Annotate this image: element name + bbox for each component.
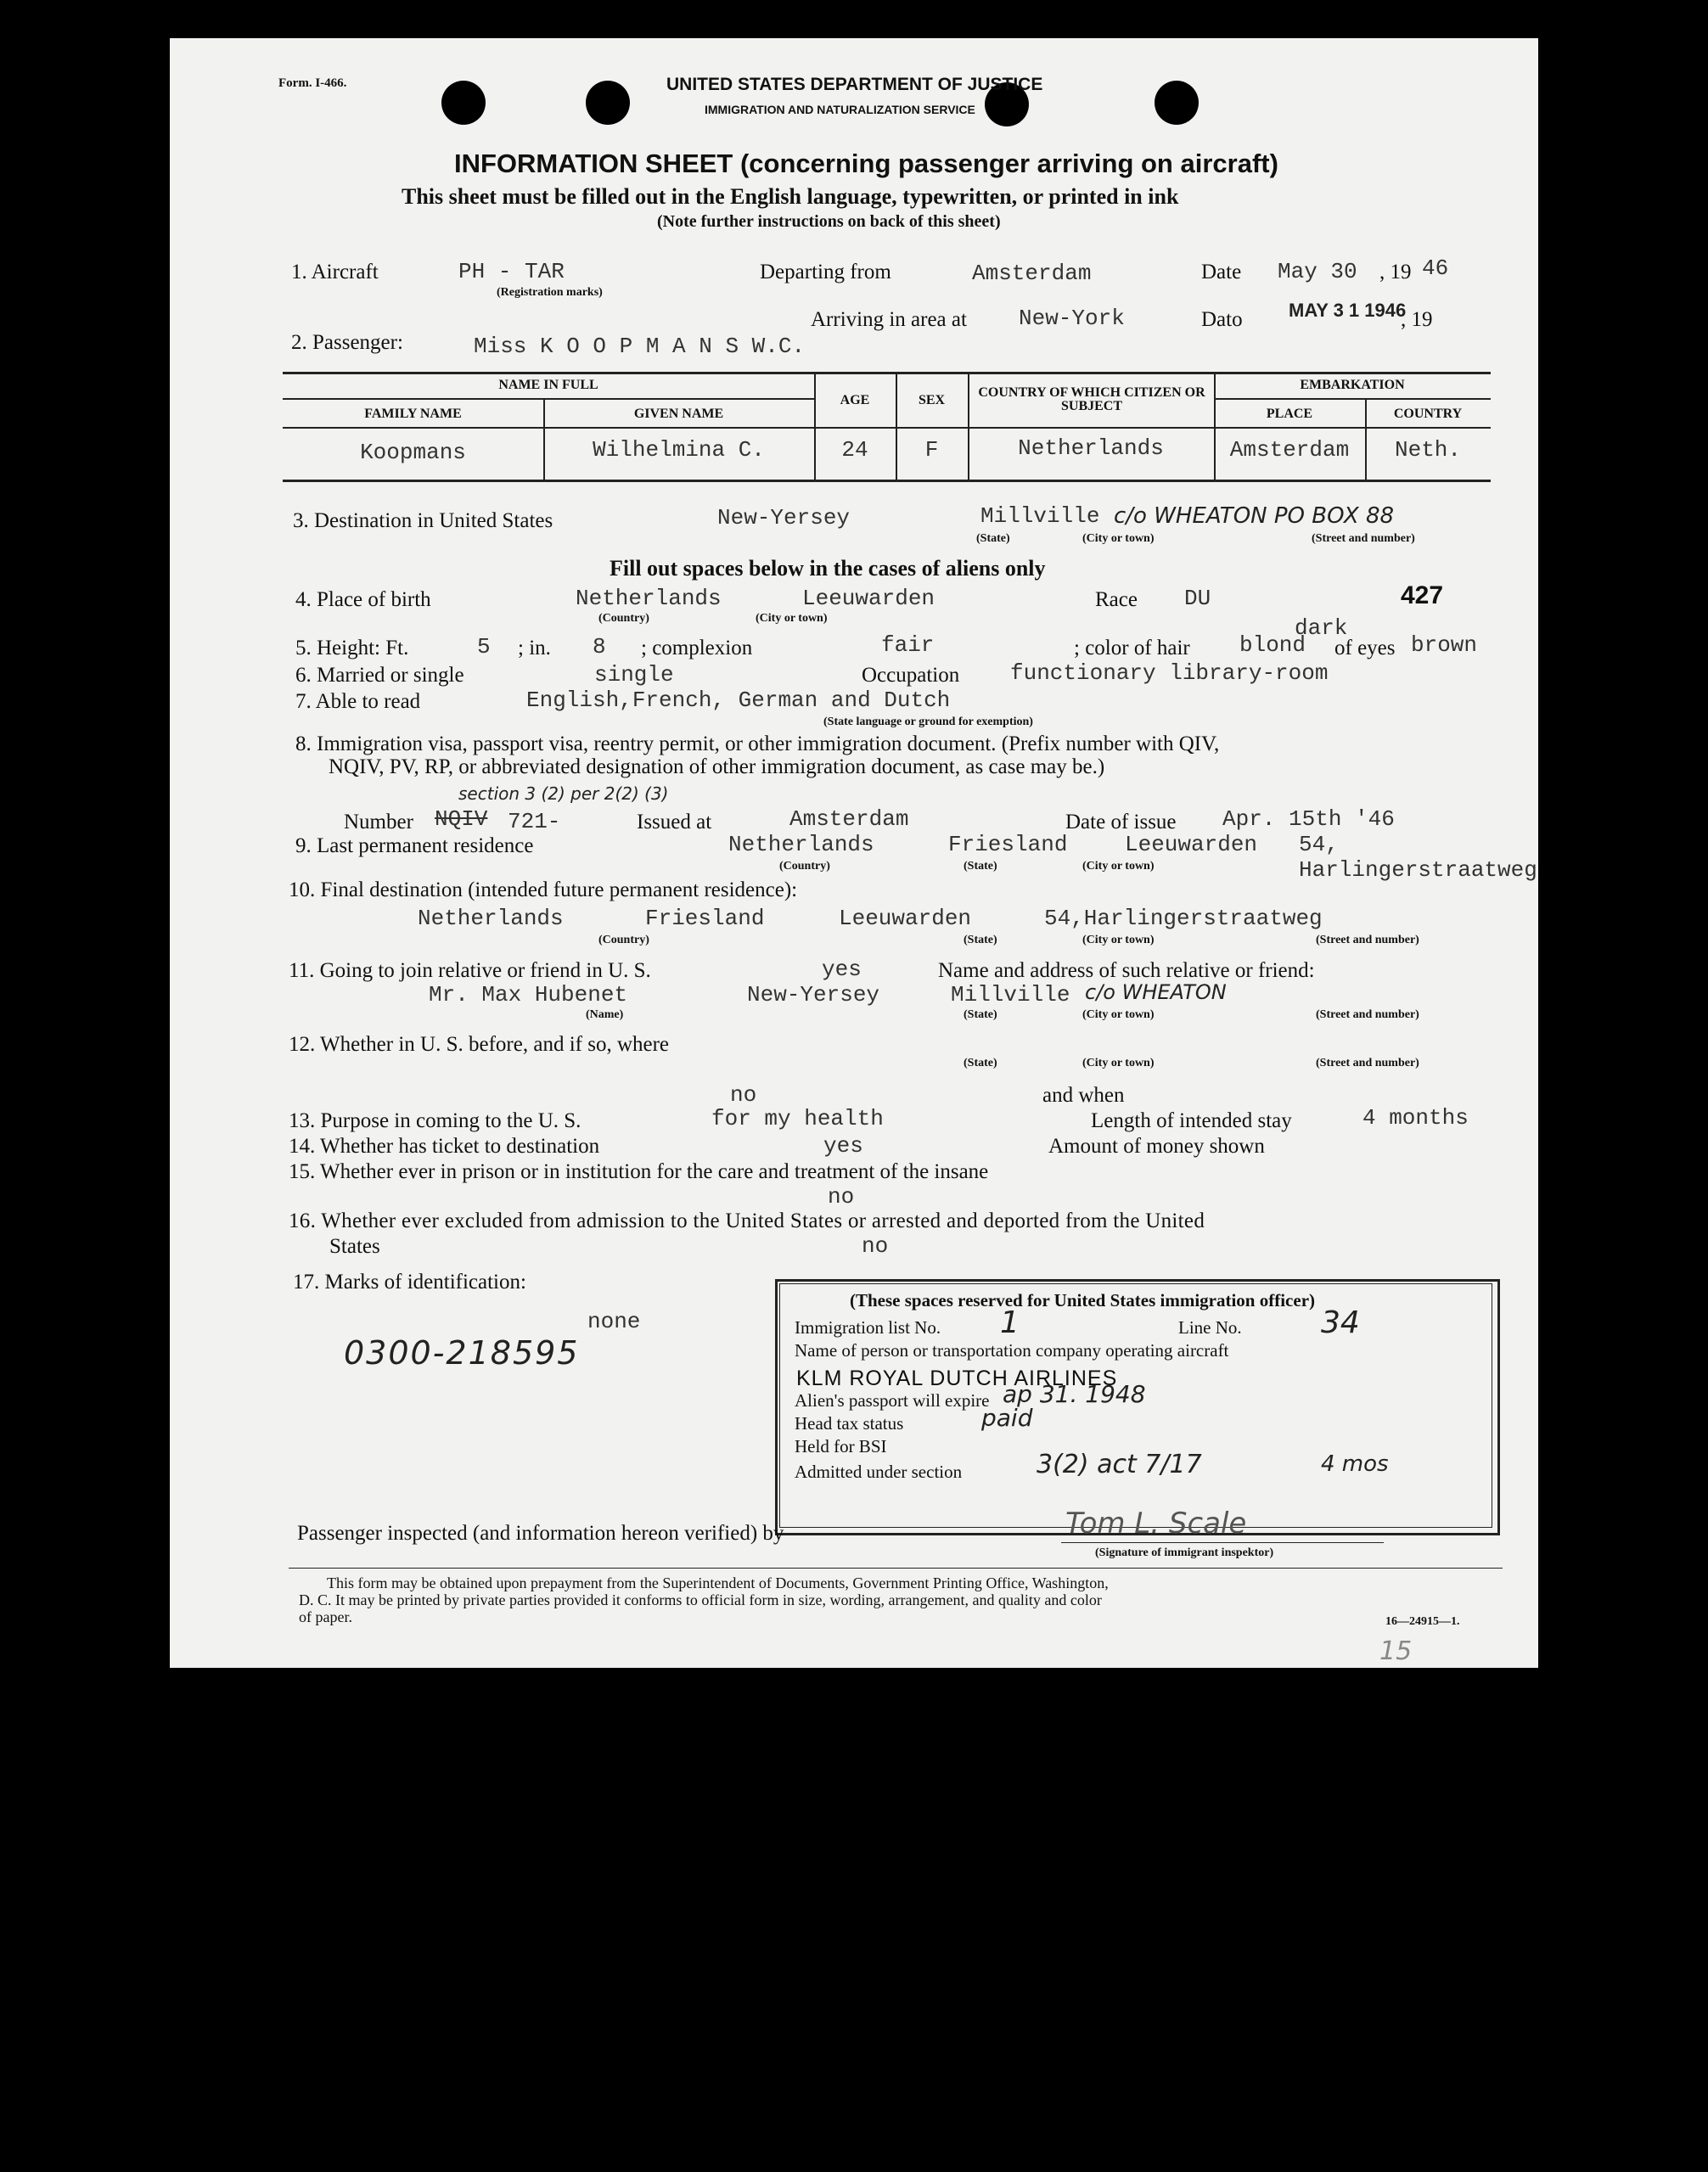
table-bottom-rule bbox=[283, 480, 1491, 482]
before-value: no bbox=[730, 1082, 757, 1108]
state-caption: (State) bbox=[964, 1057, 997, 1069]
footer-line-1: This form may be obtained upon prepayment from the Superintendent of Documents, Government Printing Office, Washington, bbox=[327, 1574, 1109, 1591]
stay-label: Length of intended stay bbox=[1091, 1109, 1292, 1132]
occupation-label: Occupation bbox=[862, 664, 960, 687]
list-no-label: Immigration list No. bbox=[795, 1317, 941, 1338]
given-name-cell: Wilhelmina C. bbox=[593, 437, 765, 463]
relative-label: 11. Going to join relative or friend in U. S. bbox=[289, 959, 651, 982]
height-label: 5. Height: Ft. bbox=[295, 637, 409, 659]
departing-value: Amsterdam bbox=[972, 261, 1092, 286]
aircraft-value: PH - TAR bbox=[458, 259, 565, 284]
date-year: 46 bbox=[1422, 255, 1449, 281]
passenger-label: 2. Passenger: bbox=[291, 331, 403, 354]
page-title: INFORMATION SHEET (concerning passenger arriving on aircraft) bbox=[454, 149, 1278, 178]
destination-label: 3. Destination in United States bbox=[293, 509, 553, 532]
prison-label: 15. Whether ever in prison or in institution for the care and treatment of the insane bbox=[289, 1160, 989, 1183]
stay-value: 4 months bbox=[1362, 1105, 1469, 1131]
relative-value: yes bbox=[822, 957, 862, 982]
section-label: Admitted under section bbox=[795, 1462, 963, 1482]
official-heading: (These spaces reserved for United States immigration officer) bbox=[850, 1290, 1316, 1310]
line-no-label: Line No. bbox=[1178, 1317, 1242, 1338]
tax-value: paid bbox=[981, 1404, 1033, 1432]
instructions-note: (Note further instructions on back of this sheet) bbox=[657, 212, 1001, 231]
state-caption: (State) bbox=[964, 934, 997, 946]
final-city: Leeuwarden bbox=[839, 906, 972, 931]
destination-city: Millville bbox=[980, 503, 1100, 529]
race-value: DU bbox=[1184, 586, 1211, 611]
issue-date-value: Apr. 15th '46 bbox=[1222, 806, 1395, 832]
married-value: single bbox=[594, 662, 674, 688]
ticket-label: 14. Whether has ticket to destination bbox=[289, 1135, 600, 1158]
residence-street: 54, Harlingerstraatweg bbox=[1299, 832, 1537, 883]
eyes-label: of eyes bbox=[1334, 637, 1396, 659]
table-rule bbox=[283, 398, 814, 400]
state-caption: (State) bbox=[976, 532, 1010, 545]
table-column-rule bbox=[814, 372, 816, 480]
aliens-heading: Fill out spaces below in the cases of aliens only bbox=[610, 556, 1046, 581]
family-name-header: FAMILY NAME bbox=[364, 407, 462, 421]
signature-caption: (Signature of immigrant inspektor) bbox=[1095, 1546, 1274, 1559]
city-caption: (City or town) bbox=[756, 612, 828, 625]
passenger-value: Miss K O O P M A N S W.C. bbox=[474, 334, 806, 359]
street-caption: (Street and number) bbox=[1316, 1057, 1419, 1069]
issued-label: Issued at bbox=[637, 811, 712, 833]
excluded-label-2: States bbox=[329, 1235, 380, 1258]
purpose-label: 13. Purpose in coming to the U. S. bbox=[289, 1109, 582, 1132]
number-prefix: NQIV bbox=[435, 806, 488, 832]
emb-country-header: COUNTRY bbox=[1393, 407, 1463, 421]
section-months: 4 mos bbox=[1321, 1451, 1389, 1477]
registration-caption: (Registration marks) bbox=[497, 286, 603, 299]
passport-value: ap 31. 1948 bbox=[1003, 1380, 1146, 1408]
visa-handwritten-note: section 3 (2) per 2(2) (3) bbox=[458, 783, 669, 804]
married-label: 6. Married or single bbox=[295, 664, 464, 687]
height-ft: 5 bbox=[477, 634, 491, 659]
street-caption: (Street and number) bbox=[1312, 532, 1415, 545]
when-label: and when bbox=[1042, 1084, 1125, 1107]
table-rule bbox=[1214, 398, 1491, 400]
relative-street: c/o WHEATON bbox=[1085, 980, 1227, 1004]
page-mark: 15 bbox=[1379, 1636, 1413, 1666]
operator-label: Name of person or transportation company operating aircraft bbox=[795, 1340, 1229, 1361]
birth-country: Netherlands bbox=[576, 586, 722, 611]
list-no-value: 1 bbox=[1000, 1305, 1020, 1340]
place-header: PLACE bbox=[1266, 407, 1313, 421]
city-caption: (City or town) bbox=[1082, 1057, 1155, 1069]
bsi-label: Held for BSI bbox=[795, 1436, 887, 1456]
birth-label: 4. Place of birth bbox=[295, 588, 431, 611]
state-caption: (State) bbox=[964, 1008, 997, 1021]
date-value: May 30 bbox=[1278, 259, 1357, 284]
read-label: 7. Able to read bbox=[295, 690, 421, 713]
eyes-value: brown bbox=[1411, 632, 1478, 658]
residence-city: Leeuwarden bbox=[1125, 832, 1258, 857]
country-caption: (Country) bbox=[598, 934, 649, 946]
signature-label: Passenger inspected (and information hereon verified) by bbox=[297, 1522, 784, 1545]
arrival-date-label: Dato bbox=[1201, 308, 1243, 331]
footer-line-3: of paper. bbox=[299, 1608, 352, 1625]
citizen-cell: Netherlands bbox=[1018, 435, 1164, 461]
relative-name-label: Name and address of such relative or friend: bbox=[938, 959, 1315, 982]
state-caption: (State) bbox=[964, 860, 997, 873]
relative-city: Millville bbox=[951, 982, 1070, 1007]
arriving-label: Arriving in area at bbox=[811, 308, 967, 331]
signature-line bbox=[1061, 1542, 1384, 1543]
age-header: AGE bbox=[840, 393, 870, 407]
visa-line-1: 8. Immigration visa, passport visa, reentry permit, or other immigration document. (Prefix number with QIV, bbox=[295, 732, 1220, 755]
destination-state: New-Yersey bbox=[717, 505, 851, 530]
destination-street: c/o WHEATON PO BOX 88 bbox=[1114, 503, 1395, 529]
excluded-value: no bbox=[862, 1233, 889, 1259]
page-subtitle: This sheet must be filled out in the English language, typewritten, or printed in ink bbox=[402, 184, 1179, 209]
punch-hole bbox=[1155, 81, 1199, 125]
footer-code: 16—24915—1. bbox=[1385, 1615, 1460, 1628]
sex-cell: F bbox=[924, 437, 939, 463]
given-name-header: GIVEN NAME bbox=[633, 407, 724, 421]
arrival-date-stamp: MAY 3 1 1946 bbox=[1289, 300, 1407, 321]
excluded-label: 16. Whether ever excluded from admission to the United States or arrested and deported from the United bbox=[289, 1209, 1205, 1232]
table-rule bbox=[283, 427, 1491, 429]
embarkation-header: EMBARKATION bbox=[1300, 378, 1405, 392]
date-year-prefix: , 19 bbox=[1379, 261, 1412, 283]
city-caption: (City or town) bbox=[1082, 934, 1155, 946]
height-in: 8 bbox=[593, 634, 606, 659]
complexion-label: ; complexion bbox=[641, 637, 753, 659]
hair-label: ; color of hair bbox=[1074, 637, 1190, 659]
residence-country: Netherlands bbox=[728, 832, 874, 857]
final-country: Netherlands bbox=[418, 906, 564, 931]
country-header: COUNTRY OF WHICH CITIZEN OR SUBJECT bbox=[978, 385, 1205, 413]
occupation-value: functionary library-room bbox=[1010, 660, 1329, 686]
form-sheet bbox=[170, 38, 1538, 1668]
operator-value: KLM ROYAL DUTCH AIRLINES bbox=[796, 1367, 1118, 1390]
number-value: 721- bbox=[508, 809, 561, 834]
birth-city: Leeuwarden bbox=[802, 586, 935, 611]
relative-name: Mr. Max Hubenet bbox=[429, 982, 628, 1007]
footer-rule bbox=[289, 1568, 1503, 1569]
form-number: Form. I-466. bbox=[278, 76, 347, 90]
age-cell: 24 bbox=[841, 437, 868, 463]
residence-state: Friesland bbox=[948, 832, 1068, 857]
hair-top: dark bbox=[1295, 615, 1348, 641]
table-column-rule bbox=[896, 372, 897, 480]
footer-line-2: D. C. It may be printed by private parties provided it conforms to official form in size, wording, arrangement, and quality and color bbox=[299, 1591, 1102, 1608]
issue-date-label: Date of issue bbox=[1065, 811, 1177, 833]
country-caption: (Country) bbox=[598, 612, 649, 625]
passport-label: Alien's passport will expire bbox=[795, 1390, 990, 1411]
marks-handwritten-number: 0300-218595 bbox=[344, 1334, 580, 1372]
marks-value: none bbox=[587, 1309, 641, 1334]
country-cell: Neth. bbox=[1394, 437, 1461, 463]
date-label: Date bbox=[1201, 261, 1242, 283]
city-caption: (City or town) bbox=[1082, 532, 1155, 545]
inspector-signature: Tom L. Scale bbox=[1065, 1507, 1247, 1541]
family-name-cell: Koopmans bbox=[360, 440, 466, 465]
ticket-value: yes bbox=[823, 1133, 863, 1159]
marks-label: 17. Marks of identification: bbox=[293, 1271, 526, 1294]
sex-header: SEX bbox=[918, 393, 946, 407]
city-caption: (City or town) bbox=[1082, 860, 1155, 873]
race-label: Race bbox=[1095, 588, 1138, 611]
money-label: Amount of money shown bbox=[1048, 1135, 1265, 1158]
relative-state: New-Yersey bbox=[747, 982, 880, 1007]
read-value: English,French, German and Dutch bbox=[526, 688, 951, 713]
hair-value: blond bbox=[1239, 632, 1306, 658]
purpose-value: for my health bbox=[711, 1106, 884, 1131]
number-label: Number bbox=[344, 811, 413, 833]
departing-label: Departing from bbox=[760, 261, 891, 283]
table-top-rule bbox=[283, 372, 1491, 374]
city-caption: (City or town) bbox=[1082, 1008, 1155, 1021]
before-label: 12. Whether in U. S. before, and if so, where bbox=[289, 1033, 670, 1056]
final-street: 54,Harlingerstraatweg bbox=[1044, 906, 1323, 931]
country-caption: (Country) bbox=[779, 860, 830, 873]
name-caption: (Name) bbox=[586, 1008, 624, 1021]
race-code: 427 bbox=[1401, 581, 1444, 609]
language-caption: (State language or ground for exemption) bbox=[823, 716, 1033, 728]
punch-hole bbox=[441, 81, 486, 125]
aircraft-label: 1. Aircraft bbox=[291, 261, 379, 283]
place-cell: Amsterdam bbox=[1229, 437, 1350, 463]
visa-line-2: NQIV, PV, RP, or abbreviated designation of other immigration document, as case may be.) bbox=[329, 755, 1105, 778]
height-in-label: ; in. bbox=[518, 637, 551, 659]
street-caption: (Street and number) bbox=[1316, 934, 1419, 946]
complexion-value: fair bbox=[881, 632, 935, 658]
final-state: Friesland bbox=[645, 906, 765, 931]
final-destination-label: 10. Final destination (intended future permanent residence): bbox=[289, 878, 798, 901]
punch-hole bbox=[586, 81, 630, 125]
arriving-value: New-York bbox=[1019, 306, 1125, 331]
section-value: 3(2) act 7/17 bbox=[1037, 1450, 1202, 1479]
line-no-value: 34 bbox=[1321, 1305, 1360, 1340]
official-use-box bbox=[775, 1279, 1500, 1535]
name-in-full-header: NAME IN FULL bbox=[498, 378, 598, 392]
tax-label: Head tax status bbox=[795, 1413, 904, 1434]
arrival-year-prefix: , 19 bbox=[1401, 308, 1433, 331]
street-caption: (Street and number) bbox=[1316, 1008, 1419, 1021]
department-heading: UNITED STATES DEPARTMENT OF JUSTICE bbox=[666, 75, 1043, 94]
prison-value: no bbox=[828, 1184, 855, 1209]
residence-label: 9. Last permanent residence bbox=[295, 834, 534, 857]
service-heading: IMMIGRATION AND NATURALIZATION SERVICE bbox=[705, 103, 975, 116]
issued-value: Amsterdam bbox=[789, 806, 909, 832]
